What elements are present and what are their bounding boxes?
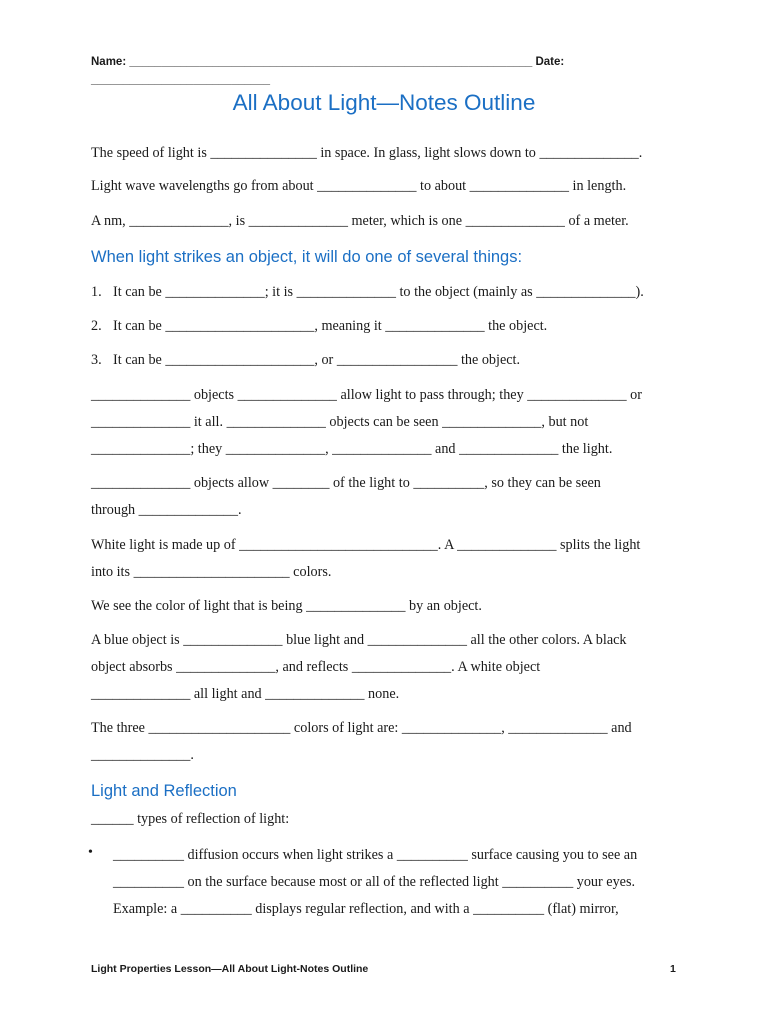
paragraph-line: object absorbs ______________, and reflects ______________. A white object: [91, 659, 541, 675]
list-text: It can be _____________________, meaning it ______________ the object.: [113, 318, 548, 334]
paragraph-line: A blue object is ______________ blue light and ______________ all the other colors. A black: [91, 632, 627, 648]
color-seen-paragraph: We see the color of light that is being ______________ by an object.: [91, 598, 482, 614]
page-number: 1: [670, 963, 676, 975]
footer-title: Light Properties Lesson—All About Light-Notes Outline: [91, 963, 369, 975]
paragraph-line: __________ diffusion occurs when light strikes a __________ surface causing you to see an: [113, 847, 638, 863]
paragraph-line: ______________.: [91, 747, 194, 763]
paragraph-line: ______________ all light and ______________ none.: [91, 686, 400, 702]
nanometer-paragraph: A nm, ______________, is ______________ meter, which is one ______________ of a meter.: [91, 213, 629, 229]
list-item: [91, 347, 691, 374]
paragraph-line: White light is made up of ____________________________. A ______________ splits the light: [91, 537, 641, 553]
paragraph-line: The three ____________________ colors of light are: ______________, ______________ and: [91, 720, 632, 736]
paragraph-line: ______________ objects ______________ allow light to pass through; they ______________ or: [91, 387, 642, 403]
paragraph-line: Example: a __________ displays regular reflection, and with a __________ (flat) mirror,: [113, 901, 619, 917]
page-title: All About Light—Notes Outline: [232, 90, 536, 115]
date-continuation-line: ____________________________: [91, 74, 271, 86]
section-heading-light-strikes: When light strikes an object, it will do one of several things:: [91, 248, 523, 266]
primary-colors-paragraph: [91, 715, 691, 769]
list-text: It can be ______________; it is ______________ to the object (mainly as ______________).: [113, 284, 644, 300]
list-number: 1.: [91, 284, 102, 300]
list-text: It can be _____________________, or _________________ the object.: [113, 352, 521, 368]
reflection-types-line: ______ types of reflection of light:: [91, 811, 290, 827]
section-heading-reflection: Light and Reflection: [91, 782, 237, 800]
transparency-paragraph: [91, 382, 691, 463]
white-light-paragraph: [91, 532, 691, 586]
wavelength-paragraph: Light wave wavelengths go from about ______________ to about ______________ in length.: [91, 178, 627, 194]
name-date-header: [91, 53, 691, 89]
paragraph-line: ______________ it all. ______________ objects can be seen ______________, but not: [91, 414, 589, 430]
paragraph-line: into its ______________________ colors.: [91, 564, 332, 580]
list-item: [91, 313, 691, 340]
list-item: [91, 279, 691, 306]
translucent-paragraph: [91, 470, 691, 524]
diffusion-bullet: [113, 842, 693, 923]
blue-object-paragraph: [91, 627, 691, 708]
list-number: 3.: [91, 352, 102, 368]
paragraph-line: ______________; they ______________, ______________ and ______________ the light.: [91, 441, 613, 457]
name-date-line: Name: _______________________________________________________________ Date:: [91, 56, 565, 68]
bullet-icon: •: [88, 845, 93, 860]
paragraph-line: through ______________.: [91, 502, 242, 518]
paragraph-line: __________ on the surface because most or all of the reflected light __________ your eyes.: [113, 874, 636, 890]
speed-of-light-paragraph: The speed of light is _______________ in space. In glass, light slows down to ______________.: [91, 145, 643, 161]
paragraph-line: ______________ objects allow ________ of the light to __________, so they can be seen: [91, 475, 601, 491]
list-number: 2.: [91, 318, 102, 334]
